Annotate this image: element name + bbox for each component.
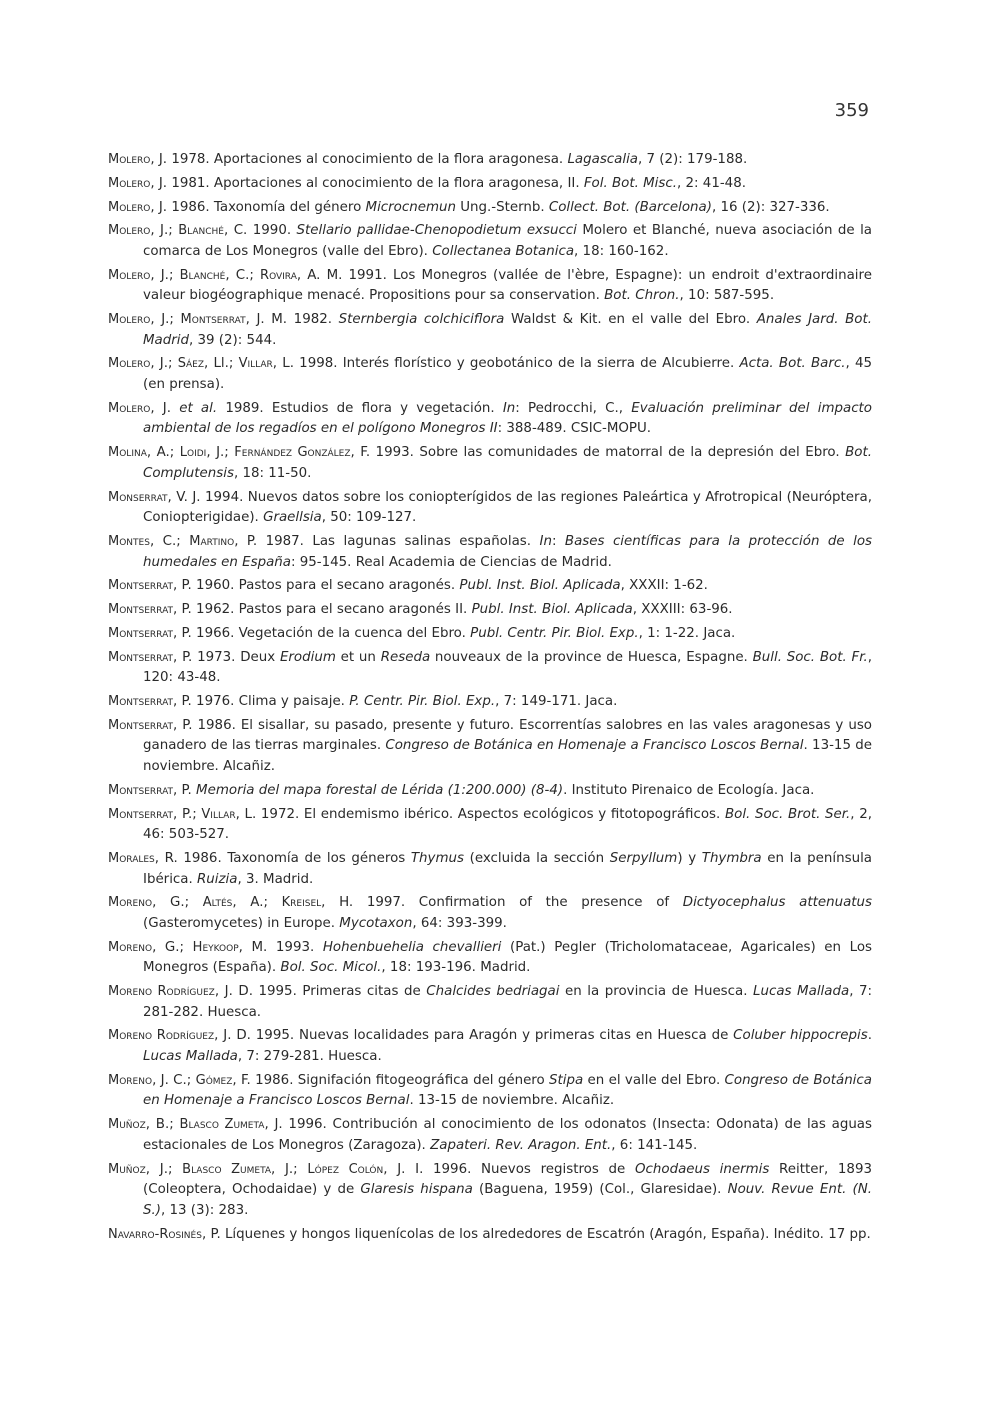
- reference-text: , 7: 149-171. Jaca.: [495, 694, 618, 710]
- author-name: Moreno Rodríguez: [108, 984, 215, 1000]
- italic-text: Memoria del mapa forestal de Lérida (1:200.000) (8-4): [196, 782, 564, 798]
- author-name: Molero: [108, 199, 151, 215]
- author-name: Blanché: [179, 267, 226, 283]
- reference-text: , F. 1986. Signifación fitogeográfica del género: [232, 1072, 550, 1088]
- italic-text: Graellsia: [263, 510, 322, 526]
- reference-text: , 64: 393-399.: [412, 915, 507, 931]
- italic-text: Bot. Complutensis: [143, 445, 872, 481]
- author-name: Montserrat: [108, 806, 174, 822]
- italic-text: Coluber hippocrepis: [733, 1028, 868, 1044]
- author-name: Martino: [189, 533, 235, 549]
- reference-text: , L. 1998. Interés florístico y geobotánico de la sierra de Alcubierre.: [272, 356, 740, 372]
- reference-text: , J. 1981. Aportaciones al conocimiento de la flora aragonesa, II.: [150, 175, 584, 191]
- reference-text: , 2: 41-48.: [677, 175, 746, 191]
- reference-text: en el valle del Ebro.: [583, 1072, 725, 1088]
- reference-entry: [108, 893, 872, 934]
- reference-entry: [108, 150, 872, 171]
- author-name: Blasco Zumeta: [182, 1161, 272, 1177]
- reference-text: , P. 1966. Vegetación de la cuenca del Ebro.: [173, 625, 471, 641]
- reference-entry: [108, 781, 872, 802]
- reference-text: Reitter, 1893 (Coleoptera, Ochodaidae) y de: [143, 1161, 872, 1198]
- italic-text: Acta. Bot. Barc.: [739, 356, 846, 372]
- reference-text: , J.;: [150, 223, 179, 239]
- italic-text: Nouv. Revue Ent. (N. S.): [143, 1182, 872, 1218]
- reference-text: , C.;: [149, 533, 190, 549]
- reference-entry: [108, 805, 872, 846]
- reference-text: , J. C.;: [152, 1072, 196, 1088]
- author-name: Gómez: [195, 1072, 233, 1088]
- reference-text: , J. D. 1995. Nuevas localidades para Aragón y primeras citas en Huesca de: [214, 1028, 734, 1044]
- reference-text: Ung.-Sternb.: [455, 199, 549, 215]
- author-name: Molero: [108, 356, 151, 372]
- reference-text: , A.;: [146, 445, 180, 461]
- author-name: Blasco Zumeta: [179, 1117, 265, 1133]
- italic-text: Publ. Inst. Biol. Aplicada: [459, 578, 621, 594]
- reference-text: , V. J. 1994. Nuevos datos sobre los coniopterígidos de las regiones Paleártica y Afrotropical (Neuróptera, Coniopterigidae).: [143, 489, 872, 526]
- italic-text: In: [539, 533, 552, 549]
- italic-text: Sternbergia colchiciflora: [338, 312, 505, 328]
- reference-text: , 1: 1-22. Jaca.: [638, 625, 736, 641]
- reference-text: ) y: [677, 850, 702, 866]
- author-name: Muñoz: [108, 1117, 146, 1133]
- italic-text: Chalcides bedriagai: [426, 984, 560, 1000]
- italic-text: Bases científicas para la protección de los humedales en España: [143, 533, 872, 570]
- reference-text: en la provincia de Huesca.: [559, 984, 754, 1000]
- author-name: Moreno: [108, 939, 153, 955]
- reference-text: Waldst & Kit. en el valle del Ebro.: [504, 312, 757, 328]
- italic-text: Congreso de Botánica en Homenaje a Francisco Loscos Bernal: [143, 1072, 872, 1109]
- reference-text: , B.;: [145, 1117, 180, 1133]
- reference-text: , P. 1987. Las lagunas salinas españolas.: [234, 533, 540, 549]
- author-name: Molero: [108, 312, 151, 328]
- reference-text: .: [867, 1028, 872, 1044]
- reference-text: , M. 1993.: [238, 939, 323, 955]
- author-name: Montserrat: [108, 578, 174, 594]
- italic-text: Zapateri. Rev. Aragon. Ent.: [430, 1137, 612, 1153]
- author-name: Moreno: [108, 895, 153, 911]
- reference-text: , 39 (2): 544.: [189, 332, 277, 348]
- reference-entry: [108, 982, 872, 1023]
- reference-list: [108, 150, 872, 1248]
- author-name: Morales: [108, 850, 155, 866]
- reference-text: et un: [335, 649, 381, 665]
- author-name: Muñoz: [108, 1161, 146, 1177]
- reference-text: , 120: 43-48.: [143, 649, 872, 686]
- italic-text: Fol. Bot. Misc.: [583, 175, 677, 191]
- reference-text: , 45 (en prensa).: [143, 356, 872, 393]
- reference-entry: [108, 198, 872, 219]
- reference-text: , J. 1996. Contribución al conocimiento de los odonatos (Insecta: Odonata) de las aguas estacionales de Los Monegros (Zaragoza).: [143, 1117, 872, 1153]
- reference-text: , J.;: [145, 1161, 183, 1177]
- reference-entry: [108, 1071, 872, 1112]
- author-name: Kreisel: [281, 895, 322, 911]
- author-name: Montserrat: [108, 625, 174, 641]
- reference-text: , 7: 279-281. Huesca.: [237, 1049, 382, 1065]
- reference-text: , P.: [173, 782, 197, 798]
- reference-text: , 10: 587-595.: [679, 288, 775, 304]
- reference-text: , P. 1962. Pastos para el secano aragonés II.: [173, 602, 472, 618]
- reference-text: , 16 (2): 327-336.: [711, 199, 830, 215]
- author-name: Monserrat: [108, 489, 168, 505]
- reference-text: , 18: 11-50.: [233, 465, 312, 481]
- italic-text: Ruizia: [197, 871, 238, 887]
- author-name: Molero: [108, 400, 151, 416]
- italic-text: Publ. Inst. Biol. Aplicada: [471, 602, 633, 618]
- reference-text: , R. 1986. Taxonomía de los géneros: [154, 850, 411, 866]
- reference-text: , 50: 109-127.: [321, 510, 417, 526]
- author-name: Molero: [108, 267, 151, 283]
- italic-text: Dictyocephalus attenuatus: [682, 895, 872, 911]
- reference-text: , 18: 193-196. Madrid.: [381, 960, 531, 976]
- reference-entry: [108, 1160, 872, 1222]
- reference-text: , 6: 141-145.: [611, 1137, 698, 1153]
- author-name: Moreno: [108, 1072, 153, 1088]
- reference-text: : 388-489. CSIC-MOPU.: [497, 421, 652, 437]
- reference-text: , 2, 46: 503-527.: [143, 806, 872, 843]
- reference-entry: [108, 174, 872, 195]
- reference-entry: [108, 648, 872, 689]
- author-name: Rovira: [260, 267, 297, 283]
- italic-text: Bot. Chron.: [604, 288, 680, 304]
- italic-text: Serpyllum: [609, 850, 678, 866]
- reference-text: , 18: 160-162.: [574, 243, 669, 259]
- author-name: Montserrat: [108, 782, 174, 798]
- italic-text: Lucas Mallada: [143, 1049, 238, 1065]
- reference-text: , F. 1993. Sobre las comunidades de matorral de la depresión del Ebro.: [350, 445, 846, 461]
- reference-entry: [108, 354, 872, 395]
- author-name: López Colón: [307, 1161, 384, 1177]
- author-name: Montserrat: [180, 312, 246, 328]
- reference-text: nouveaux de la province de Huesca, Espagne.: [430, 649, 753, 665]
- italic-text: Lucas Mallada: [753, 984, 850, 1000]
- italic-text: Stellario pallidae-Chenopodietum exsucci: [296, 223, 577, 239]
- author-name: Molina: [108, 445, 147, 461]
- reference-entry: [108, 221, 872, 262]
- reference-entry: [108, 938, 872, 979]
- italic-text: Collect. Bot. (Barcelona): [548, 199, 712, 215]
- reference-text: , C. 1990.: [224, 223, 297, 239]
- reference-entry: [108, 1026, 872, 1067]
- reference-text: . 13-15 de noviembre. Alcañiz.: [409, 1093, 615, 1109]
- reference-text: , H. 1997. Confirmation of the presence of: [321, 895, 683, 911]
- author-name: Montserrat: [108, 649, 174, 665]
- italic-text: Microcnemun: [365, 199, 456, 215]
- italic-text: Erodium: [279, 649, 336, 665]
- reference-text: (Baguena, 1959) (Col., Glaresidae).: [472, 1182, 728, 1198]
- author-name: Loidi: [179, 445, 207, 461]
- italic-text: Glaresis hispana: [360, 1182, 473, 1198]
- reference-text: (Gasteromycetes) in Europe.: [143, 915, 340, 931]
- italic-text: Thymbra: [701, 850, 762, 866]
- reference-text: , A. M. 1991. Los Monegros (vallée de l'èbre, Espagne): un endroit d'extraordinaire valeur biogéographique menacé. Propositions pour sa conservation.: [143, 267, 872, 304]
- author-name: Montserrat: [108, 717, 174, 733]
- reference-text: . 13-15 de noviembre. Alcañiz.: [143, 738, 872, 775]
- italic-text: In: [502, 400, 516, 416]
- reference-entry: [108, 1115, 872, 1156]
- author-name: Altés: [202, 895, 233, 911]
- author-name: Blanché: [178, 223, 224, 239]
- italic-text: Congreso de Botánica en Homenaje a Francisco Loscos Bernal: [385, 738, 804, 754]
- author-name: Fernández González: [234, 445, 351, 461]
- italic-text: et al.: [179, 400, 218, 416]
- reference-text: , P. 1976. Clima y paisaje.: [173, 694, 350, 710]
- reference-entry: [108, 266, 872, 307]
- italic-text: Stipa: [549, 1072, 584, 1088]
- reference-text: 1989. Estudios de flora y vegetación.: [217, 400, 503, 416]
- reference-entry: [108, 849, 872, 890]
- reference-text: , G.;: [152, 939, 193, 955]
- italic-text: Mycotaxon: [339, 915, 413, 931]
- italic-text: Thymus: [410, 850, 464, 866]
- italic-text: Anales Jard. Bot. Madrid: [143, 312, 872, 348]
- reference-text: , A.;: [232, 895, 282, 911]
- reference-text: , XXXIII: 63-96.: [632, 602, 733, 618]
- reference-text: Molero et Blanché, nueva asociación de la comarca de Los Monegros (valle del Ebro).: [143, 223, 873, 259]
- reference-text: en la península Ibérica.: [143, 850, 872, 887]
- reference-text: . Instituto Pirenaico de Ecología. Jaca.: [563, 782, 815, 798]
- author-name: Molero: [108, 152, 151, 167]
- reference-text: , Ll.;: [203, 356, 239, 372]
- reference-text: : 95-145. Real Academia de Ciencias de Madrid.: [290, 554, 612, 570]
- author-name: Montserrat: [108, 694, 174, 710]
- reference-entry: [108, 624, 872, 645]
- reference-text: , 7 (2): 179-188.: [638, 152, 748, 167]
- author-name: Navarro-Rosinés: [108, 1226, 202, 1242]
- reference-text: , J.;: [271, 1161, 308, 1177]
- italic-text: Reseda: [380, 649, 431, 665]
- reference-entry: [108, 488, 872, 529]
- reference-entry: [108, 310, 872, 351]
- reference-text: , P. 1960. Pastos para el secano aragonés.: [173, 578, 460, 594]
- reference-text: , J. M. 1982.: [245, 312, 339, 328]
- reference-text: , J.;: [206, 445, 235, 461]
- reference-text: , P.;: [173, 806, 202, 822]
- page-number: 359: [834, 100, 869, 121]
- reference-text: (excluida la sección: [463, 850, 610, 866]
- author-name: Montes: [108, 533, 150, 549]
- italic-text: Bol. Soc. Brot. Ser.: [724, 806, 851, 822]
- reference-text: , J.;: [150, 356, 178, 372]
- author-name: Sáez: [177, 356, 204, 372]
- italic-text: Collectanea Botanica: [432, 243, 575, 259]
- italic-text: Bull. Soc. Bot. Fr.: [752, 649, 868, 665]
- reference-entry: [108, 532, 872, 573]
- reference-text: , 13 (3): 283.: [160, 1202, 249, 1218]
- reference-text: : Pedrocchi, C.,: [515, 400, 632, 416]
- italic-text: Evaluación preliminar del impacto ambiental de los regadíos en el polígono Monegros II: [143, 400, 873, 437]
- reference-text: :: [551, 533, 565, 549]
- reference-text: , J. D. 1995. Primeras citas de: [214, 984, 427, 1000]
- reference-entry: [108, 443, 872, 484]
- reference-text: , J. 1986. Taxonomía del género: [150, 199, 366, 215]
- reference-text: , J. 1978. Aportaciones al conocimiento de la flora aragonesa.: [150, 152, 568, 167]
- italic-text: Publ. Centr. Pir. Biol. Exp.: [470, 625, 639, 641]
- author-name: Molero: [108, 223, 151, 239]
- reference-text: , 7: 281-282. Huesca.: [143, 984, 873, 1020]
- reference-text: , J.: [150, 400, 180, 416]
- reference-text: (Pat.) Pegler (Tricholomataceae, Agaricales) en Los Monegros (España).: [143, 939, 873, 976]
- reference-entry: [108, 716, 872, 778]
- author-name: Molero: [108, 175, 151, 191]
- reference-text: , P. Líquenes y hongos liquenícolas de los alrededores de Escatrón (Aragón, España). Inédito. 17 pp.: [201, 1226, 871, 1242]
- reference-entry: [108, 1225, 872, 1246]
- reference-text: , C.;: [225, 267, 261, 283]
- reference-text: , G.;: [152, 895, 203, 911]
- italic-text: Hohenbuehelia chevallieri: [322, 939, 502, 955]
- italic-text: Lagascalia: [567, 152, 639, 167]
- reference-text: , P. 1973. Deux: [173, 649, 280, 665]
- reference-entry: [108, 399, 872, 440]
- author-name: Villar: [201, 806, 236, 822]
- reference-entry: [108, 692, 872, 713]
- reference-text: , 3. Madrid.: [237, 871, 314, 887]
- reference-text: , XXXII: 1-62.: [620, 578, 708, 594]
- reference-text: , L. 1972. El endemismo ibérico. Aspectos ecológicos y fitotopográficos.: [235, 806, 725, 822]
- author-name: Moreno Rodríguez: [108, 1028, 215, 1044]
- reference-text: , J.;: [150, 267, 180, 283]
- italic-text: P. Centr. Pir. Biol. Exp.: [349, 694, 496, 710]
- author-name: Heykoop: [192, 939, 239, 955]
- reference-text: , P. 1986. El sisallar, su pasado, presente y futuro. Escorrentías salobres en las vales aragonesas y uso ganadero de las tierras marginales.: [143, 717, 872, 754]
- italic-text: Bol. Soc. Micol.: [280, 960, 382, 976]
- reference-text: , J. I. 1996. Nuevos registros de: [383, 1161, 635, 1177]
- reference-entry: [108, 576, 872, 597]
- reference-text: , J.;: [150, 312, 181, 328]
- author-name: Villar: [238, 356, 273, 372]
- reference-entry: [108, 600, 872, 621]
- italic-text: Ochodaeus inermis: [634, 1161, 770, 1177]
- author-name: Montserrat: [108, 602, 174, 618]
